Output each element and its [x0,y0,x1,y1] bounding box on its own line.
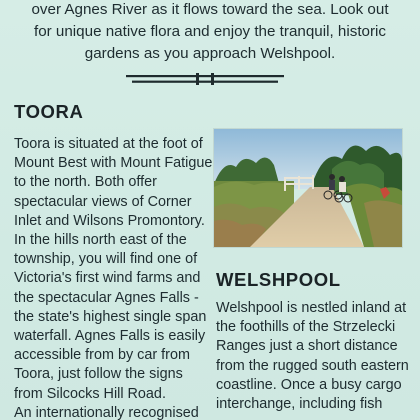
toora-line: from Silcocks Hill Road. [14,385,166,402]
intro-paragraph [0,0,420,65]
intro-line: for unique native flora and enjoy the tranquil, historic [33,23,387,40]
divider-ornament-icon [126,72,284,86]
welshpool-line: interchange, including fish [216,396,383,413]
toora-line: accessible from by car from [14,347,190,364]
toora-line: Toora, just follow the signs [14,366,183,383]
intro-line: over Agnes River as it flows toward the sea. Look out [31,1,389,18]
toora-line: Mount Best with Mount Fatigue [14,155,213,172]
toora-line: to the north. Both offer [14,174,157,191]
toora-body [14,135,212,420]
welshpool-body [216,299,409,414]
welshpool-line: the foothills of the Strzelecki [216,319,396,336]
welshpool-heading: WELSHPOOL [216,269,341,290]
toora-line: In the hills north east of the [14,232,187,249]
toora-line: township, you will find one of [14,251,198,268]
toora-line: Inlet and Wilsons Promontory. [14,212,205,229]
welshpool-line: Ranges just a short distance [216,338,398,355]
cyclists-on-rail-trail-photo [214,129,402,247]
intro-line: gardens as you approach Welshpool. [84,45,336,62]
photo-illustration [214,129,402,247]
toora-line: Toora is situated at the foot of [14,136,203,152]
toora-line: the state's highest single span [14,308,207,325]
welshpool-line: coastline. Once a busy cargo [216,376,402,393]
toora-line: waterfall. Agnes Falls is easily [14,328,206,345]
toora-line: Victoria's first wind farms and [14,270,201,287]
toora-line: An internationally recognised [14,404,199,420]
welshpool-line: Welshpool is nestled inland at [216,300,407,316]
toora-line: spectacular views of Corner [14,193,192,210]
welshpool-line: from the rugged south eastern [216,357,409,374]
toora-heading: TOORA [14,101,84,122]
toora-line: the spectacular Agnes Falls - [14,289,199,306]
